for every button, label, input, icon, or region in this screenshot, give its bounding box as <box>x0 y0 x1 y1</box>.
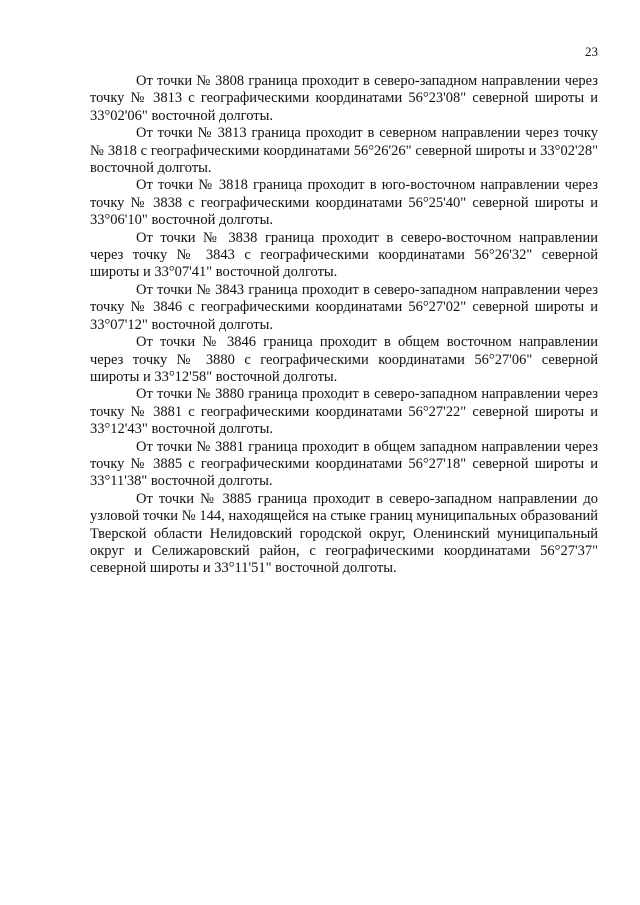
paragraph-point-3846: От точки № 3846 граница проходит в общем восточном направлении через точку № 3880 с географическими координатами 56°27'06" северной широты и 33°12'58" восточной долготы. <box>90 334 598 385</box>
paragraph-point-3880: От точки № 3880 граница проходит в северо-западном направлении через точку № 3881 с географическими координатами 56°27'22" северной широты и 33°12'43" восточной долготы. <box>90 386 598 438</box>
paragraph-point-3885: От точки № 3885 граница проходит в северо-западном направлении до узловой точки № 144, находящейся на стыке границ муниципальных образований Тверской области Нелидовский городской округ, Оленинский муниципальный округ и Селижаровский район, с географическими координатами 56°27'37" северной широты и 33°11'51" восточной долготы. <box>90 490 598 577</box>
paragraph-point-3818: От точки № 3818 граница проходит в юго-восточном направлении через точку № 3838 с географическими координатами 56°25'40" северной широты и 33°06'10" восточной долготы. <box>90 177 598 229</box>
paragraph-point-3838: От точки № 3838 граница проходит в северо-восточном направлении через точку № 3843 с географическими координатами 56°26'32" северной широты и 33°07'41" восточной долготы. <box>90 229 598 281</box>
page-number: 23 <box>585 44 598 59</box>
paragraph-point-3808: От точки № 3808 граница проходит в северо-западном направлении через точку № 3813 с географическими координатами 56°23'08" северной широты и 33°02'06" восточной долготы. <box>90 73 598 124</box>
document-body <box>90 73 598 578</box>
paragraph-point-3813: От точки № 3813 граница проходит в северном направлении через точку № 3818 с географическими координатами 56°26'26" северной широты и 33°02'28" восточной долготы. <box>90 125 598 177</box>
paragraph-point-3881: От точки № 3881 граница проходит в общем западном направлении через точку № 3885 с географическими координатами 56°27'18" северной широты и 33°11'38" восточной долготы. <box>90 438 598 490</box>
paragraph-point-3843: От точки № 3843 граница проходит в северо-западном направлении через точку № 3846 с географическими координатами 56°27'02" северной широты и 33°07'12" восточной долготы. <box>90 281 598 333</box>
